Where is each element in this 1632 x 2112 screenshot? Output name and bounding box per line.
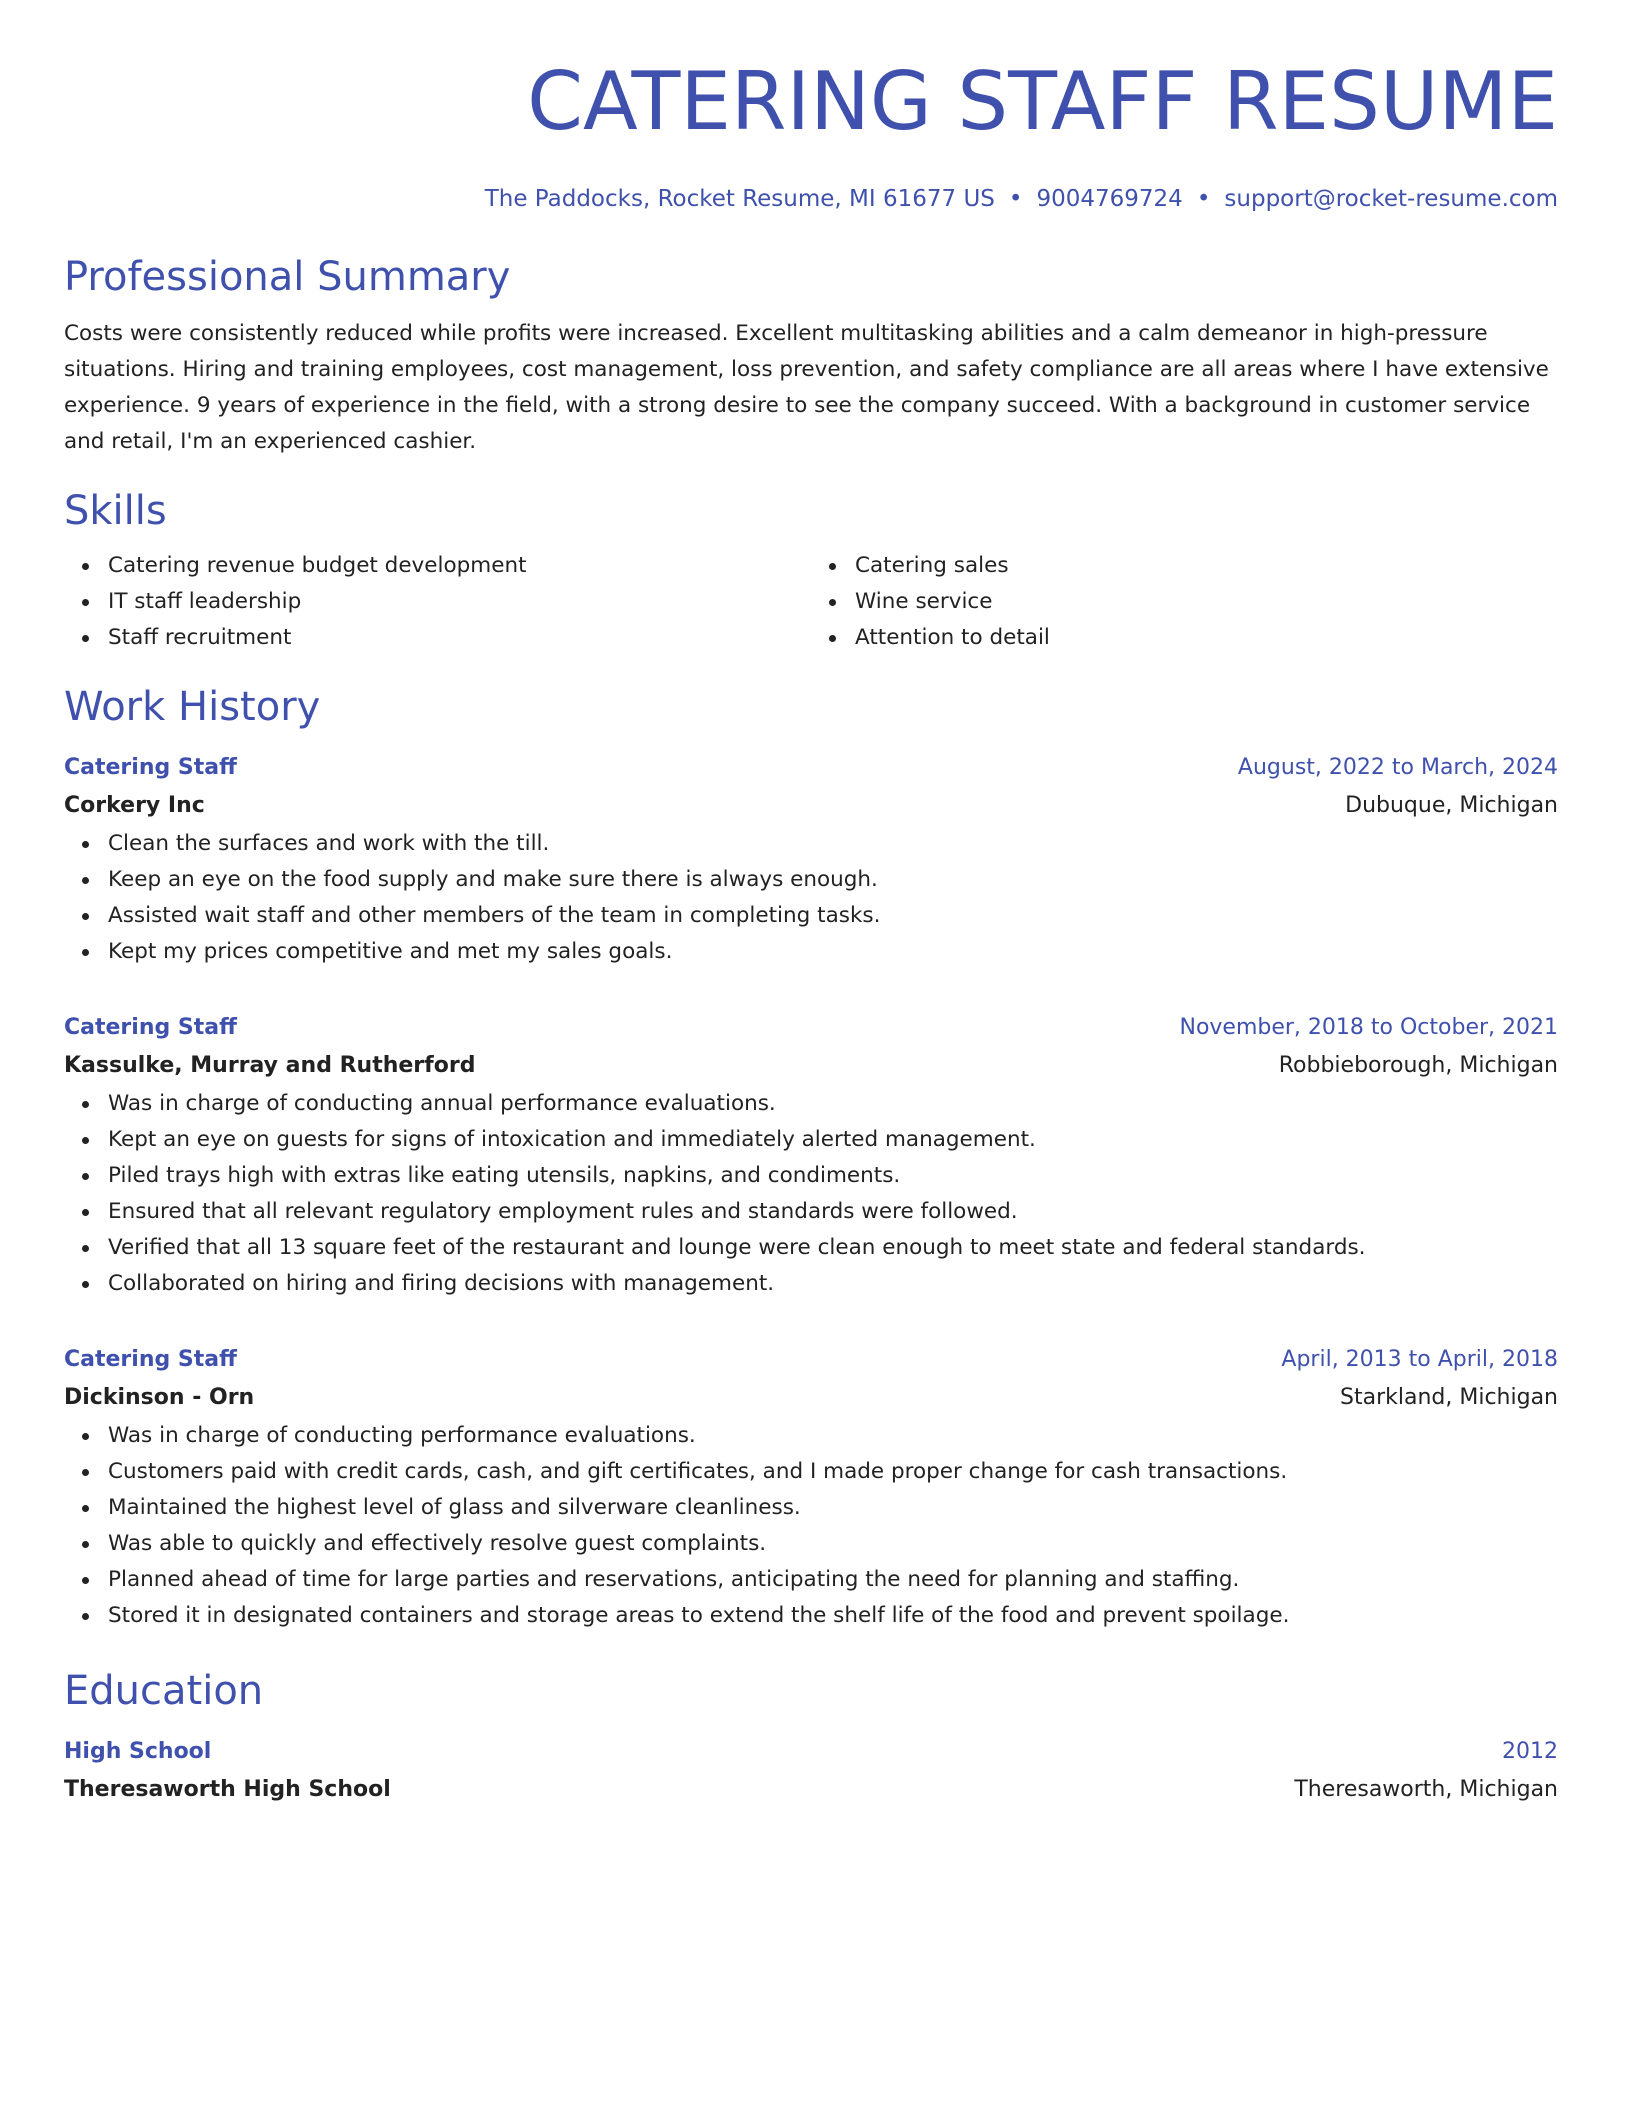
job-duty: Customers paid with credit cards, cash, and gift certificates, and I made proper change for cash transactions. <box>108 1454 1558 1490</box>
contact-separator: • <box>1196 186 1211 212</box>
job-duty: Maintained the highest level of glass and silverware cleanliness. <box>108 1490 1558 1526</box>
education-degree: High School <box>64 1739 212 1764</box>
skills-column-left <box>64 548 811 656</box>
job-duty: Was able to quickly and effectively resolve guest complaints. <box>108 1526 1558 1562</box>
education-heading: Education <box>64 1668 264 1714</box>
job-company-row <box>64 1378 1558 1418</box>
job-location: Dubuque, Michigan <box>1345 793 1558 818</box>
skill-item: Attention to detail <box>855 620 1558 656</box>
job-duty: Collaborated on hiring and firing decisions with management. <box>108 1266 1558 1302</box>
job-header-row <box>64 1342 1558 1378</box>
resume-title: CATERING STAFF RESUME <box>527 55 1558 148</box>
job-duties-list <box>64 826 1558 970</box>
job-duty: Piled trays high with extras like eating utensils, napkins, and condiments. <box>108 1158 1558 1194</box>
job-header-row <box>64 1010 1558 1046</box>
contact-phone: 9004769724 <box>1036 186 1183 212</box>
job-entry <box>64 1010 1558 1302</box>
job-duty: Kept an eye on guests for signs of intoxication and immediately alerted management. <box>108 1122 1558 1158</box>
resume-page <box>64 0 1558 1810</box>
job-company: Kassulke, Murray and Rutherford <box>64 1053 476 1078</box>
skills-column-right <box>811 548 1558 656</box>
education-school: Theresaworth High School <box>64 1777 391 1802</box>
education-year: 2012 <box>1502 1739 1558 1764</box>
job-duty: Assisted wait staff and other members of the team in completing tasks. <box>108 898 1558 934</box>
job-dates: April, 2013 to April, 2018 <box>1281 1347 1558 1372</box>
job-duty: Clean the surfaces and work with the till. <box>108 826 1558 862</box>
education-location: Theresaworth, Michigan <box>1294 1777 1558 1802</box>
job-company-row <box>64 786 1558 826</box>
job-duty: Stored it in designated containers and storage areas to extend the shelf life of the food and prevent spoilage. <box>108 1598 1558 1634</box>
summary-text: Costs were consistently reduced while profits were increased. Excellent multitasking abilities and a calm demeanor in high-pressure situations. Hiring and training employees, cost management, loss prevention, and safety compliance are all areas where I have extensive experience. 9 years of experience in the field, with a strong desire to see the company succeed. With a background in customer service and retail, I'm an experienced cashier. <box>64 321 1549 454</box>
job-dates: November, 2018 to October, 2021 <box>1179 1015 1558 1040</box>
skill-item: IT staff leadership <box>108 584 811 620</box>
job-duty: Was in charge of conducting annual performance evaluations. <box>108 1086 1558 1122</box>
contact-line <box>64 184 1558 214</box>
skill-item: Wine service <box>855 584 1558 620</box>
education-school-row <box>64 1770 1558 1810</box>
job-header-row <box>64 750 1558 786</box>
job-location: Starkland, Michigan <box>1340 1385 1558 1410</box>
job-entry <box>64 1342 1558 1634</box>
job-duty: Planned ahead of time for large parties and reservations, anticipating the need for planning and staffing. <box>108 1562 1558 1598</box>
job-dates: August, 2022 to March, 2024 <box>1237 755 1558 780</box>
skills-heading: Skills <box>64 488 167 534</box>
job-duties-list <box>64 1086 1558 1302</box>
contact-email[interactable]: support@rocket-resume.com <box>1224 186 1558 212</box>
job-company-row <box>64 1046 1558 1086</box>
contact-address: The Paddocks, Rocket Resume, MI 61677 US <box>484 186 995 212</box>
job-duty: Kept my prices competitive and met my sales goals. <box>108 934 1558 970</box>
work-history-heading: Work History <box>64 684 321 730</box>
job-company: Corkery Inc <box>64 793 205 818</box>
job-duty: Keep an eye on the food supply and make sure there is always enough. <box>108 862 1558 898</box>
job-role: Catering Staff <box>64 1015 237 1040</box>
job-duties-list <box>64 1418 1558 1634</box>
job-role: Catering Staff <box>64 755 237 780</box>
summary-heading: Professional Summary <box>64 254 511 300</box>
job-duty: Verified that all 13 square feet of the restaurant and lounge were clean enough to meet state and federal standards. <box>108 1230 1558 1266</box>
job-duty: Was in charge of conducting performance evaluations. <box>108 1418 1558 1454</box>
skills-list <box>64 548 1558 656</box>
contact-separator: • <box>1008 186 1023 212</box>
job-location: Robbieborough, Michigan <box>1278 1053 1558 1078</box>
job-duty: Ensured that all relevant regulatory employment rules and standards were followed. <box>108 1194 1558 1230</box>
job-company: Dickinson - Orn <box>64 1385 255 1410</box>
education-entry <box>64 1734 1558 1810</box>
job-role: Catering Staff <box>64 1347 237 1372</box>
skill-item: Staff recruitment <box>108 620 811 656</box>
skill-item: Catering sales <box>855 548 1558 584</box>
education-header-row <box>64 1734 1558 1770</box>
job-entry <box>64 750 1558 970</box>
skill-item: Catering revenue budget development <box>108 548 811 584</box>
